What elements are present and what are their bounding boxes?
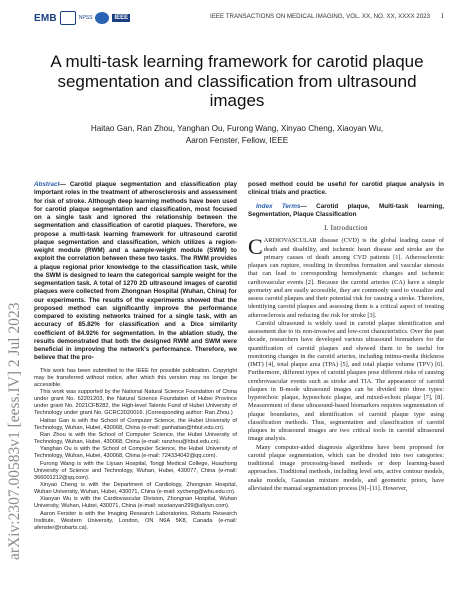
index-terms-lead: Index Terms [256, 202, 301, 210]
publisher-logos [34, 11, 130, 25]
footnotes [34, 368, 237, 533]
footnote: Haitao Gan is with the School of Computer Science, the Hubei University of Technology, Wuhan, Hubei, 430068, China (e-mail: ganhaitao@hbut.edu.cn). [34, 417, 237, 431]
page-header [34, 11, 444, 27]
abstract [34, 181, 237, 363]
footnote: Aaron Fenster is with the Imaging Research Laboratories, Robarts Research Institute, Western University, London, ON N6A 5K8, Canada (e-mail: afenster@robarts.ca). [34, 510, 237, 531]
footnote: Xinyao Cheng is with the Department of Cardiology, Zhongnan Hospital, Wuhan University, Wuhan, Hubei, 430071, China (e-mail: xycheng@whu.edu.cn). [34, 482, 237, 496]
index-terms-text: — Carotid plaque, Multi-task learning, Segmentation, Plaque Classification [248, 202, 444, 218]
intro-paragraph-1 [248, 234, 444, 320]
intro-paragraph-1-text: ARDIOVASCULAR disease (CVD) is the global leading cause of death and disability, and ischemic heart disease and stroke are the primary causes of death among CVD patients [1]. Atherosclerotic plaques can rupture, resulting in thrombus formation and vascular stenosis that can lead to corresponding hemodynamic changes and ischemic cardiovascular events [2]. Because the carotid arteries (CA) have a simple geometry and are easily accessible, they are commonly used to visualize and assess carotid plaques and their potential risk for causing a stroke. Therefore, identifying carotid plaques and assessing them is a critical aspect of treating atherosclerosis and reducing the risk for stroke [3]. [248, 237, 444, 319]
author-list [40, 123, 434, 146]
paper-title: A multi-task learning framework for carotid plaque segmentation and classification from ultrasound images [50, 52, 424, 110]
npss-logo: NPSS [78, 14, 93, 21]
index-terms [248, 203, 444, 220]
ieee-logo: IEEE [114, 15, 129, 21]
authors-line-2: Aaron Fenster, Fellow, IEEE [185, 135, 289, 145]
drop-cap: C [248, 234, 263, 260]
abstract-text: — Carotid plaque segmentation and classification play important roles in the treatment of atherosclerosis and assessment for risk of stroke. Although deep learning methods have been used for carotid plaque segmentation and classification, most focused on a single task and ignored the relationship between the segmentation and classification of carotid plaques. Therefore, we propose a multi-task learning framework for ultrasound carotid plaque segmentation and classification, which utilizes a region-weight module (RWM) and a sample-weight module (SWM) to exploit the correlation between these two tasks. The RWM provides a plaque regional prior knowledge to the classification task, while the SWM is designed to learn the categorical sample weight for the segmentation task. A total of 1270 2D ultrasound images of carotid plaques were collected from Zhongnan Hospital (Wuhan, China) for our experiments. The results of the experiments showed that the proposed method can significantly improve the performance compared to existing networks trained for a single task, with an accuracy of 85.82% for classification and a Dice similarity coefficient of 84.92% for segmentation. In the ablation study, the results demonstrated that both the designed RWM and SWM were beneficial in improving the network's performance. Therefore, we believe that the pro- [34, 181, 237, 362]
authors-line-1: Haitao Gan, Ran Zhou, Yanghan Ou, Furong Wang, Xinyao Cheng, Xiaoyan Wu, [90, 124, 384, 133]
arxiv-side-stamp: arXiv:2307.00583v1 [eess.IV] 2 Jul 2023 [6, 302, 23, 560]
abstract-lead: Abstract [34, 181, 60, 188]
footnote: This work was supported by the National Natural Science Foundation of China under grant No. 62201203, the Natural Science Foundation of Hubei Province under grant No. 2021CFB282, the High-level Talents Fund of Hubei University of Technology under grant No. GCRC2020016. (Corresponding author: Ran Zhou.) [34, 388, 237, 417]
intro-paragraph-3: Many computer-aided diagnosis algorithms have been proposed for carotid plaque segmentation, which can be divided into two categories: traditional image processing-based methods or deep learning-based approaches. Traditional methods, including level sets, active contour models, snake models, Gaussian mixture models, and geometric priors, have alleviated the manual segmentation process [9]–[11]. However, [248, 443, 444, 492]
intro-paragraph-2: Carotid ultrasound is widely used in carotid plaque identification and assessment due to its non-invasive and low-cost characteristics. Over the past decade, researchers have developed various ultrasound biomarkers for the quantification of carotid plaques and showed them to be useful for monitoring changes in the carotid arteries, including intima-media thickness (IMT) [4], total plaque area (TPA) [5], and total plaque volume (TPV) [6]. Furthermore, different types of carotid plaques pose different risks of causing cerebrovascular events such as stroke and TIA. The appearance of carotid plaques in B-mode ultrasound images can be divided into three types: hyperechoic plaque, hypoechoic plaque, and mixed-echoic plaque [7], [8]. Measurement of these ultrasound-based biomarkers requires segmentation of plaque boundaries, and identification of carotid plaque type using classification methods. Thus, segmentation and classification of carotid plaques in ultrasound images are two critical tools in carotid ultrasound image analysis. [248, 319, 444, 443]
left-column [34, 181, 237, 532]
uffc-emblem-icon [95, 12, 109, 24]
footnote: Xiaoyan Wu is with the Cardiovascular Division, Zhongnan Hospital, Wuhan University, Wuhan, Hubei, 430071, China (e-mail: wuxiaoyan299@aliyun.com). [34, 496, 237, 510]
journal-header: IEEE TRANSACTIONS ON MEDICAL IMAGING, VOL. XX, NO. XX, XXXX 2023 [210, 13, 431, 20]
right-column [248, 181, 444, 493]
emb-logo: EMB [34, 12, 57, 24]
footnote: Furong Wang is with the Liyuan Hospital, Tongji Medical College, Huazhong University of Science and Technology, Wuhan, Hubei, 430077, China (e-mail: 366001212@qq.com). [34, 460, 237, 481]
abstract-continuation: posed method could be useful for carotid plaque analysis in clinical trials and practice. [248, 181, 444, 197]
section-heading: I. Introduction [324, 225, 368, 232]
footnote: Yanghan Ou is with the School of Computer Science, the Hubei University of Technology, Wuhan, Hubei, 430068, China (e-mail: 724334042@qq.com). [34, 446, 237, 460]
footnote: Ran Zhou is with the School of Computer Science, the Hubei University of Technology, Wuhan, Hubei, 430068, China (e-mail: ranzhou@hbut.edu.cn). [34, 431, 237, 446]
footnote: This work has been submitted to the IEEE for possible publication. Copyright may be transferred without notice, after which this version may no longer be accessible. [34, 367, 237, 388]
page-number: 1 [440, 12, 444, 20]
emb-emblem-icon [60, 11, 76, 25]
